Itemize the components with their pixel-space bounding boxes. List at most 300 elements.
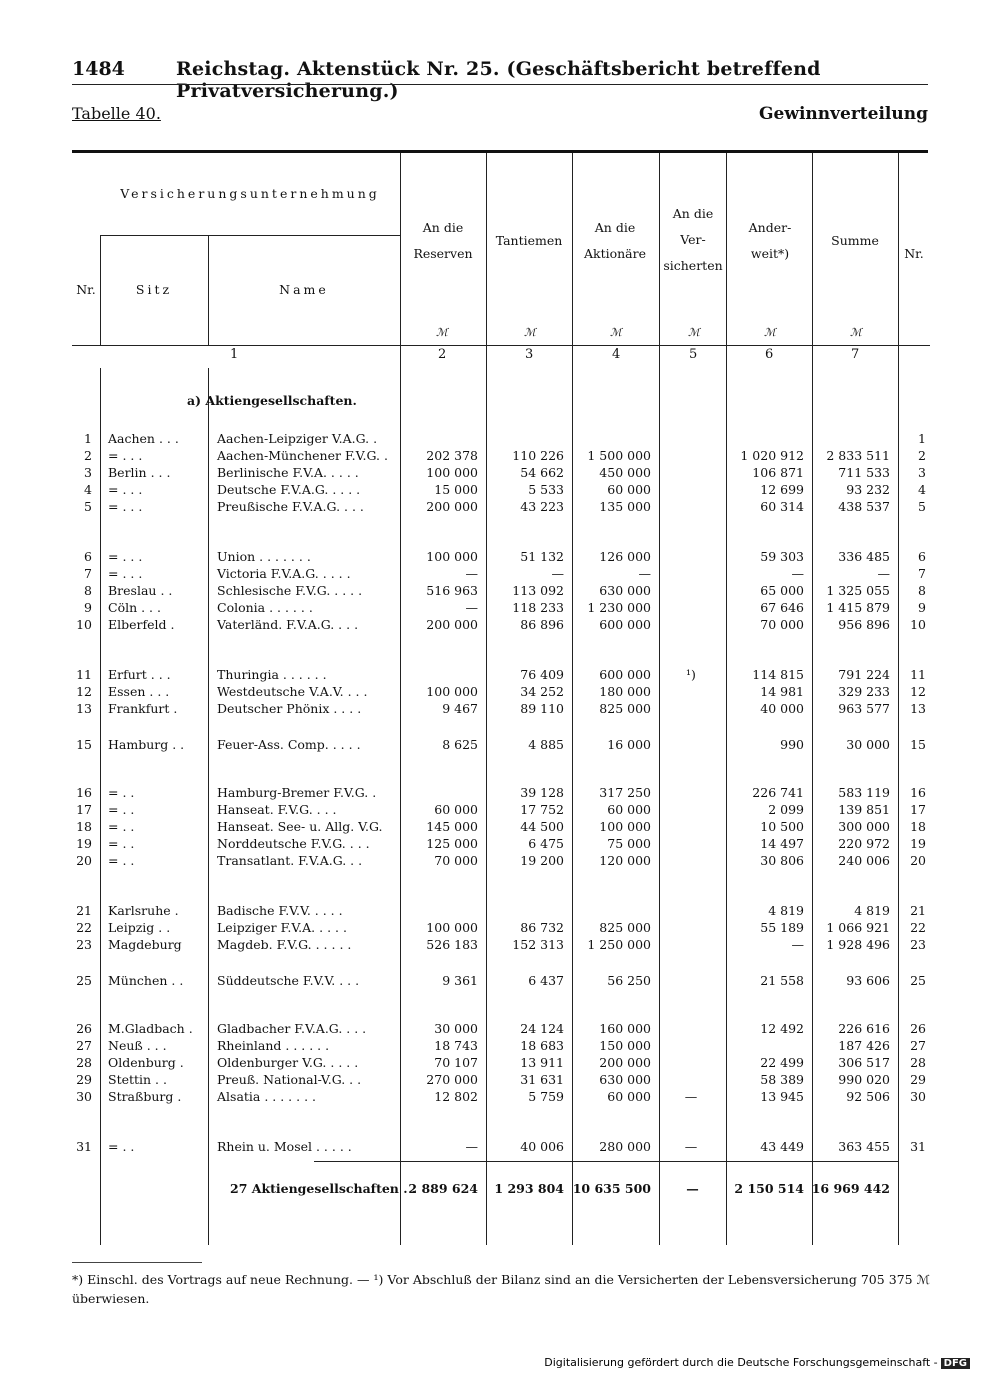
aktionaere-cell: 200 000 bbox=[599, 1055, 651, 1070]
column-number: 4 bbox=[612, 347, 621, 362]
reserves-cell: 8 625 bbox=[442, 737, 478, 752]
aktionaere-cell: 100 000 bbox=[599, 819, 651, 834]
name-cell: Rhein u. Mosel . . . . . bbox=[217, 1139, 352, 1154]
name-cell: Union . . . . . . . bbox=[217, 549, 311, 564]
rule bbox=[314, 1161, 898, 1162]
unit-label: ℳ bbox=[610, 326, 622, 339]
unit-label: ℳ bbox=[688, 326, 700, 339]
tantiemen-cell: 13 911 bbox=[520, 1055, 564, 1070]
sitz-cell: Berlin . . . bbox=[108, 465, 171, 480]
anderweit-cell: 40 000 bbox=[760, 701, 804, 716]
table-row bbox=[72, 1089, 930, 1106]
summe-cell: 990 020 bbox=[838, 1072, 890, 1087]
header-name: Name bbox=[279, 282, 329, 297]
reserves-cell: 270 000 bbox=[426, 1072, 478, 1087]
aktionaere-cell: 1 500 000 bbox=[587, 448, 651, 463]
table-row bbox=[72, 1072, 930, 1089]
anderweit-cell: 12 699 bbox=[760, 482, 804, 497]
name-cell: Victoria F.V.A.G. . . . . bbox=[217, 566, 351, 581]
sitz-cell: Erfurt . . . bbox=[108, 667, 171, 682]
summe-cell: 306 517 bbox=[838, 1055, 890, 1070]
sitz-cell: München . . bbox=[108, 973, 184, 988]
reserves-cell: 18 743 bbox=[434, 1038, 478, 1053]
anderweit-cell: 43 449 bbox=[760, 1139, 804, 1154]
reserves-cell: 30 000 bbox=[434, 1021, 478, 1036]
row-number: 31 bbox=[76, 1139, 92, 1154]
aktionaere-cell: 317 250 bbox=[599, 785, 651, 800]
total-aktionaere: 10 635 500 bbox=[572, 1181, 651, 1196]
anderweit-cell: 59 303 bbox=[760, 549, 804, 564]
reserves-cell: 60 000 bbox=[434, 802, 478, 817]
name-cell: Hamburg-Bremer F.V.G. . bbox=[217, 785, 377, 800]
sitz-cell: Breslau . . bbox=[108, 583, 173, 598]
reserves-cell: 100 000 bbox=[426, 549, 478, 564]
column-number: 2 bbox=[438, 347, 447, 362]
name-cell: Transatlant. F.V.A.G. . . bbox=[217, 853, 363, 868]
aktionaere-cell: 180 000 bbox=[599, 684, 651, 699]
tantiemen-cell: 113 092 bbox=[512, 583, 564, 598]
tantiemen-cell: 4 885 bbox=[528, 737, 564, 752]
name-cell: Leipziger F.V.A. . . . . bbox=[217, 920, 347, 935]
reserves-cell: 70 000 bbox=[434, 853, 478, 868]
reserves-cell: 200 000 bbox=[426, 617, 478, 632]
sitz-cell: = . . bbox=[108, 836, 135, 851]
aktionaere-cell: 600 000 bbox=[599, 617, 651, 632]
reserves-cell: 100 000 bbox=[426, 920, 478, 935]
name-cell: Badische F.V.V. . . . . bbox=[217, 903, 343, 918]
row-number-right: 22 bbox=[910, 920, 926, 935]
table-row bbox=[72, 853, 930, 870]
row-number-right: 18 bbox=[910, 819, 926, 834]
sitz-cell: Stettin . . bbox=[108, 1072, 167, 1087]
sitz-cell: = . . . bbox=[108, 566, 143, 581]
table-row bbox=[72, 819, 930, 836]
column-number: 3 bbox=[525, 347, 534, 362]
row-number: 6 bbox=[84, 549, 92, 564]
header-nr-right: Nr. bbox=[904, 246, 924, 261]
tantiemen-cell: 40 006 bbox=[520, 1139, 564, 1154]
row-number-right: 25 bbox=[910, 973, 926, 988]
name-cell: Colonia . . . . . . bbox=[217, 600, 313, 615]
total-label: 27 Aktiengesellschaften . . bbox=[230, 1181, 417, 1196]
aktionaere-cell: 280 000 bbox=[599, 1139, 651, 1154]
aktionaere-cell: 825 000 bbox=[599, 701, 651, 716]
aktionaere-cell: 120 000 bbox=[599, 853, 651, 868]
summe-cell: 1 325 055 bbox=[826, 583, 890, 598]
reserves-cell: 70 107 bbox=[434, 1055, 478, 1070]
tantiemen-cell: 18 683 bbox=[520, 1038, 564, 1053]
summe-cell: 363 455 bbox=[838, 1139, 890, 1154]
row-number-right: 28 bbox=[910, 1055, 926, 1070]
row-number: 21 bbox=[76, 903, 92, 918]
row-number: 13 bbox=[76, 701, 92, 716]
row-number: 17 bbox=[76, 802, 92, 817]
sitz-cell: = . . bbox=[108, 1139, 135, 1154]
table-row bbox=[72, 566, 930, 583]
sitz-cell: Straßburg . bbox=[108, 1089, 182, 1104]
row-number: 27 bbox=[76, 1038, 92, 1053]
tantiemen-cell: — bbox=[551, 566, 564, 581]
aktionaere-cell: 60 000 bbox=[607, 1089, 651, 1104]
header-versicherten: An die Ver- sicherten bbox=[663, 206, 723, 273]
reserves-cell: 200 000 bbox=[426, 499, 478, 514]
summe-cell: 30 000 bbox=[846, 737, 890, 752]
name-cell: Preußische F.V.A.G. . . . bbox=[217, 499, 364, 514]
aktionaere-cell: 630 000 bbox=[599, 1072, 651, 1087]
reserves-cell: 526 183 bbox=[426, 937, 478, 952]
anderweit-cell: 990 bbox=[780, 737, 804, 752]
header-sitz: Sitz bbox=[135, 282, 173, 297]
anderweit-cell: 58 389 bbox=[760, 1072, 804, 1087]
table-row bbox=[72, 1139, 930, 1156]
row-number: 25 bbox=[76, 973, 92, 988]
sitz-cell: = . . bbox=[108, 785, 135, 800]
row-number-right: 6 bbox=[918, 549, 926, 564]
tantiemen-cell: 31 631 bbox=[520, 1072, 564, 1087]
summe-cell: 92 506 bbox=[846, 1089, 890, 1104]
tantiemen-cell: 152 313 bbox=[512, 937, 564, 952]
row-number: 19 bbox=[76, 836, 92, 851]
versicherten-cell: — bbox=[684, 1139, 698, 1154]
anderweit-cell: 55 189 bbox=[760, 920, 804, 935]
row-number-right: 13 bbox=[910, 701, 926, 716]
tantiemen-cell: 76 409 bbox=[520, 667, 564, 682]
table-row bbox=[72, 617, 930, 634]
table-row bbox=[72, 802, 930, 819]
summe-cell: 93 232 bbox=[846, 482, 890, 497]
summe-cell: 93 606 bbox=[846, 973, 890, 988]
aktionaere-cell: 450 000 bbox=[599, 465, 651, 480]
aktionaere-cell: 60 000 bbox=[607, 802, 651, 817]
sitz-cell: Aachen . . . bbox=[108, 431, 179, 446]
aktionaere-cell: 600 000 bbox=[599, 667, 651, 682]
reserves-cell: — bbox=[465, 566, 478, 581]
table-row bbox=[72, 684, 930, 701]
row-number: 18 bbox=[76, 819, 92, 834]
row-number: 23 bbox=[76, 937, 92, 952]
table-row bbox=[72, 973, 930, 990]
reserves-cell: 516 963 bbox=[426, 583, 478, 598]
sitz-cell: Elberfeld . bbox=[108, 617, 175, 632]
anderweit-cell: 14 981 bbox=[760, 684, 804, 699]
anderweit-cell: 4 819 bbox=[768, 903, 804, 918]
name-cell: Aachen-Münchener F.V.G. . bbox=[217, 448, 388, 463]
name-cell: Magdeb. F.V.G. . . . . . bbox=[217, 937, 352, 952]
row-number-right: 17 bbox=[910, 802, 926, 817]
table-row bbox=[72, 465, 930, 482]
anderweit-cell: 60 314 bbox=[760, 499, 804, 514]
table-row bbox=[72, 667, 930, 684]
aktionaere-cell: 1 230 000 bbox=[587, 600, 651, 615]
column-number: 7 bbox=[851, 347, 860, 362]
tantiemen-cell: 6 475 bbox=[528, 836, 564, 851]
row-number: 11 bbox=[76, 667, 92, 682]
name-cell: Süddeutsche F.V.V. . . . bbox=[217, 973, 360, 988]
name-cell: Alsatia . . . . . . . bbox=[217, 1089, 316, 1104]
page-title: Reichstag. Aktenstück Nr. 25. (Geschäftsbericht betreffend Privatversicherung.) bbox=[176, 58, 821, 102]
name-cell: Westdeutsche V.A.V. . . . bbox=[217, 684, 368, 699]
summe-cell: 583 119 bbox=[838, 785, 890, 800]
column-number: 5 bbox=[689, 347, 698, 362]
column-number: 6 bbox=[765, 347, 774, 362]
name-cell: Aachen-Leipziger V.A.G. . bbox=[217, 431, 378, 446]
row-number-right: 3 bbox=[918, 465, 926, 480]
aktionaere-cell: 160 000 bbox=[599, 1021, 651, 1036]
table-row bbox=[72, 920, 930, 937]
tantiemen-cell: 5 759 bbox=[528, 1089, 564, 1104]
digitization-note bbox=[544, 1356, 970, 1369]
summe-cell: 711 533 bbox=[838, 465, 890, 480]
header-aktionaere: An die Aktionäre bbox=[583, 220, 647, 261]
summe-cell: 438 537 bbox=[838, 499, 890, 514]
header-rule bbox=[72, 84, 928, 85]
sitz-cell: Karlsruhe . bbox=[108, 903, 179, 918]
anderweit-cell: 226 741 bbox=[752, 785, 804, 800]
row-number: 2 bbox=[84, 448, 92, 463]
header-group: Versicherungsunternehmung bbox=[120, 186, 380, 201]
reserves-cell: — bbox=[465, 600, 478, 615]
summe-cell: 300 000 bbox=[838, 819, 890, 834]
unit-label: ℳ bbox=[524, 326, 536, 339]
row-number-right: 12 bbox=[910, 684, 926, 699]
table-row bbox=[72, 701, 930, 718]
summe-cell: 4 819 bbox=[854, 903, 890, 918]
row-number-right: 21 bbox=[910, 903, 926, 918]
aktionaere-cell: 630 000 bbox=[599, 583, 651, 598]
sitz-cell: = . . bbox=[108, 819, 135, 834]
total-reserves: 2 889 624 bbox=[408, 1181, 478, 1196]
aktionaere-cell: 135 000 bbox=[599, 499, 651, 514]
tantiemen-cell: 17 752 bbox=[520, 802, 564, 817]
aktionaere-cell: 56 250 bbox=[607, 973, 651, 988]
row-number-right: 8 bbox=[918, 583, 926, 598]
row-number: 12 bbox=[76, 684, 92, 699]
reserves-cell: 125 000 bbox=[426, 836, 478, 851]
row-number-right: 31 bbox=[910, 1139, 926, 1154]
anderweit-cell: 114 815 bbox=[752, 667, 804, 682]
anderweit-cell: 2 099 bbox=[768, 802, 804, 817]
reserves-cell: 145 000 bbox=[426, 819, 478, 834]
summe-cell: 1 415 879 bbox=[826, 600, 890, 615]
total-anderweit: 2 150 514 bbox=[734, 1181, 804, 1196]
section-title: Gewinnverteilung bbox=[759, 104, 928, 124]
footnote-rule bbox=[72, 1262, 202, 1263]
sitz-cell: Cöln . . . bbox=[108, 600, 161, 615]
row-number-right: 16 bbox=[910, 785, 926, 800]
name-cell: Deutsche F.V.A.G. . . . . bbox=[217, 482, 361, 497]
versicherten-cell: — bbox=[684, 1089, 698, 1104]
row-number: 1 bbox=[84, 431, 92, 446]
anderweit-cell: 30 806 bbox=[760, 853, 804, 868]
sitz-cell: Essen . . . bbox=[108, 684, 170, 699]
row-number-right: 10 bbox=[910, 617, 926, 632]
row-number-right: 11 bbox=[910, 667, 926, 682]
anderweit-cell: — bbox=[791, 937, 804, 952]
versicherten-cell: ¹) bbox=[686, 667, 696, 682]
anderweit-cell: 65 000 bbox=[760, 583, 804, 598]
reserves-cell: 100 000 bbox=[426, 465, 478, 480]
table-row bbox=[72, 1021, 930, 1038]
anderweit-cell: 10 500 bbox=[760, 819, 804, 834]
row-number-right: 15 bbox=[910, 737, 926, 752]
sitz-cell: = . . . bbox=[108, 482, 143, 497]
tantiemen-cell: 54 662 bbox=[520, 465, 564, 480]
group-title: a) Aktiengesellschaften. bbox=[187, 393, 357, 408]
anderweit-cell: 14 497 bbox=[760, 836, 804, 851]
table-row bbox=[72, 737, 930, 754]
sitz-cell: M.Gladbach . bbox=[108, 1021, 193, 1036]
name-cell: Gladbacher F.V.A.G. . . . bbox=[217, 1021, 367, 1036]
total-versicherten: — bbox=[686, 1181, 699, 1196]
table-row bbox=[72, 903, 930, 920]
tantiemen-cell: 39 128 bbox=[520, 785, 564, 800]
tantiemen-cell: 6 437 bbox=[528, 973, 564, 988]
row-number: 3 bbox=[84, 465, 92, 480]
unit-label: ℳ bbox=[850, 326, 862, 339]
name-cell: Schlesische F.V.G. . . . . bbox=[217, 583, 363, 598]
total-tantiemen: 1 293 804 bbox=[494, 1181, 564, 1196]
row-number-right: 26 bbox=[910, 1021, 926, 1036]
aktionaere-cell: — bbox=[638, 566, 651, 581]
summe-cell: 336 485 bbox=[838, 549, 890, 564]
aktionaere-cell: 16 000 bbox=[607, 737, 651, 752]
sitz-cell: = . . . bbox=[108, 448, 143, 463]
summe-cell: 226 616 bbox=[838, 1021, 890, 1036]
table-row bbox=[72, 1038, 930, 1055]
name-cell: Vaterländ. F.V.A.G. . . . bbox=[217, 617, 359, 632]
rule bbox=[72, 345, 930, 346]
unit-label: ℳ bbox=[436, 326, 448, 339]
tantiemen-cell: 89 110 bbox=[520, 701, 564, 716]
reserves-cell: 9 467 bbox=[442, 701, 478, 716]
profit-distribution-table bbox=[72, 153, 930, 1245]
reserves-cell: 9 361 bbox=[442, 973, 478, 988]
rule bbox=[100, 235, 400, 236]
header-tantiemen: Tantiemen bbox=[495, 233, 563, 248]
sitz-cell: Neuß . . . bbox=[108, 1038, 167, 1053]
anderweit-cell: 1 020 912 bbox=[740, 448, 804, 463]
row-number-right: 20 bbox=[910, 853, 926, 868]
anderweit-cell: 70 000 bbox=[760, 617, 804, 632]
anderweit-cell: 67 646 bbox=[760, 600, 804, 615]
aktionaere-cell: 75 000 bbox=[607, 836, 651, 851]
summe-cell: 220 972 bbox=[838, 836, 890, 851]
sitz-cell: Hamburg . . bbox=[108, 737, 185, 752]
row-number-right: 5 bbox=[918, 499, 926, 514]
summe-cell: 2 833 511 bbox=[826, 448, 890, 463]
table-row bbox=[72, 431, 930, 448]
aktionaere-cell: 150 000 bbox=[599, 1038, 651, 1053]
sitz-cell: = . . bbox=[108, 802, 135, 817]
aktionaere-cell: 60 000 bbox=[607, 482, 651, 497]
row-number: 16 bbox=[76, 785, 92, 800]
row-number-right: 1 bbox=[918, 431, 926, 446]
page-header bbox=[72, 58, 928, 102]
summe-cell: 139 851 bbox=[838, 802, 890, 817]
row-number-right: 2 bbox=[918, 448, 926, 463]
row-number: 8 bbox=[84, 583, 92, 598]
table-row bbox=[72, 448, 930, 465]
sitz-cell: = . . . bbox=[108, 549, 143, 564]
sitz-cell: Oldenburg . bbox=[108, 1055, 184, 1070]
reserves-cell: 202 378 bbox=[426, 448, 478, 463]
row-number-right: 30 bbox=[910, 1089, 926, 1104]
name-cell: Feuer-Ass. Comp. . . . . bbox=[217, 737, 361, 752]
tantiemen-cell: 5 533 bbox=[528, 482, 564, 497]
name-cell: Berlinische F.V.A. . . . . bbox=[217, 465, 359, 480]
row-number: 29 bbox=[76, 1072, 92, 1087]
row-number: 5 bbox=[84, 499, 92, 514]
table-label: Tabelle 40. bbox=[72, 104, 161, 123]
tantiemen-cell: 51 132 bbox=[520, 549, 564, 564]
tantiemen-cell: 110 226 bbox=[512, 448, 564, 463]
reserves-cell: 15 000 bbox=[434, 482, 478, 497]
row-number-right: 9 bbox=[918, 600, 926, 615]
row-number-right: 4 bbox=[918, 482, 926, 497]
anderweit-cell: 12 492 bbox=[760, 1021, 804, 1036]
summe-cell: 1 928 496 bbox=[826, 937, 890, 952]
name-cell: Deutscher Phönix . . . . bbox=[217, 701, 362, 716]
reserves-cell: 12 802 bbox=[434, 1089, 478, 1104]
summe-cell: 329 233 bbox=[838, 684, 890, 699]
name-cell: Hanseat. See- u. Allg. V.G. bbox=[217, 819, 383, 834]
sitz-cell: Frankfurt . bbox=[108, 701, 178, 716]
aktionaere-cell: 825 000 bbox=[599, 920, 651, 935]
summe-cell: 1 066 921 bbox=[826, 920, 890, 935]
name-cell: Hanseat. F.V.G. . . . bbox=[217, 802, 337, 817]
row-number: 4 bbox=[84, 482, 92, 497]
table-row bbox=[72, 583, 930, 600]
dfg-logo: DFG bbox=[941, 1358, 970, 1369]
summe-cell: 956 896 bbox=[838, 617, 890, 632]
column-number: 1 bbox=[230, 347, 239, 362]
header-nr: Nr. bbox=[76, 282, 96, 297]
table-row bbox=[72, 836, 930, 853]
anderweit-cell: 106 871 bbox=[752, 465, 804, 480]
summe-cell: 187 426 bbox=[838, 1038, 890, 1053]
digitization-text: Digitalisierung gefördert durch die Deutsche Forschungsgemeinschaft - bbox=[544, 1356, 938, 1369]
table-row bbox=[72, 499, 930, 516]
total-summe: 16 969 442 bbox=[811, 1181, 890, 1196]
tantiemen-cell: 24 124 bbox=[520, 1021, 564, 1036]
footnote: *) Einschl. des Vortrags auf neue Rechnung. — ¹) Vor Abschluß der Bilanz sind an die Versicherten der Lebensversicherung 705 375 ℳ überwiesen. bbox=[72, 1272, 930, 1306]
sitz-cell: = . . . bbox=[108, 499, 143, 514]
name-cell: Rheinland . . . . . . bbox=[217, 1038, 330, 1053]
tantiemen-cell: 86 896 bbox=[520, 617, 564, 632]
table-row bbox=[72, 937, 930, 954]
row-number: 26 bbox=[76, 1021, 92, 1036]
sitz-cell: Leipzig . . bbox=[108, 920, 171, 935]
name-cell: Thuringia . . . . . . bbox=[217, 667, 327, 682]
summe-cell: 791 224 bbox=[838, 667, 890, 682]
header-anderweit: Ander- weit*) bbox=[748, 220, 792, 261]
header-reserves: An die Reserven bbox=[413, 220, 473, 261]
row-number-right: 29 bbox=[910, 1072, 926, 1087]
aktionaere-cell: 1 250 000 bbox=[587, 937, 651, 952]
tantiemen-cell: 118 233 bbox=[512, 600, 564, 615]
row-number: 9 bbox=[84, 600, 92, 615]
name-cell: Norddeutsche F.V.G. . . . bbox=[217, 836, 370, 851]
row-number: 22 bbox=[76, 920, 92, 935]
name-cell: Preuß. National-V.G. . . bbox=[217, 1072, 362, 1087]
row-number: 7 bbox=[84, 566, 92, 581]
sitz-cell: = . . bbox=[108, 853, 135, 868]
anderweit-cell: 21 558 bbox=[760, 973, 804, 988]
row-number: 15 bbox=[76, 737, 92, 752]
tantiemen-cell: 44 500 bbox=[520, 819, 564, 834]
tantiemen-cell: 43 223 bbox=[520, 499, 564, 514]
reserves-cell: 100 000 bbox=[426, 684, 478, 699]
